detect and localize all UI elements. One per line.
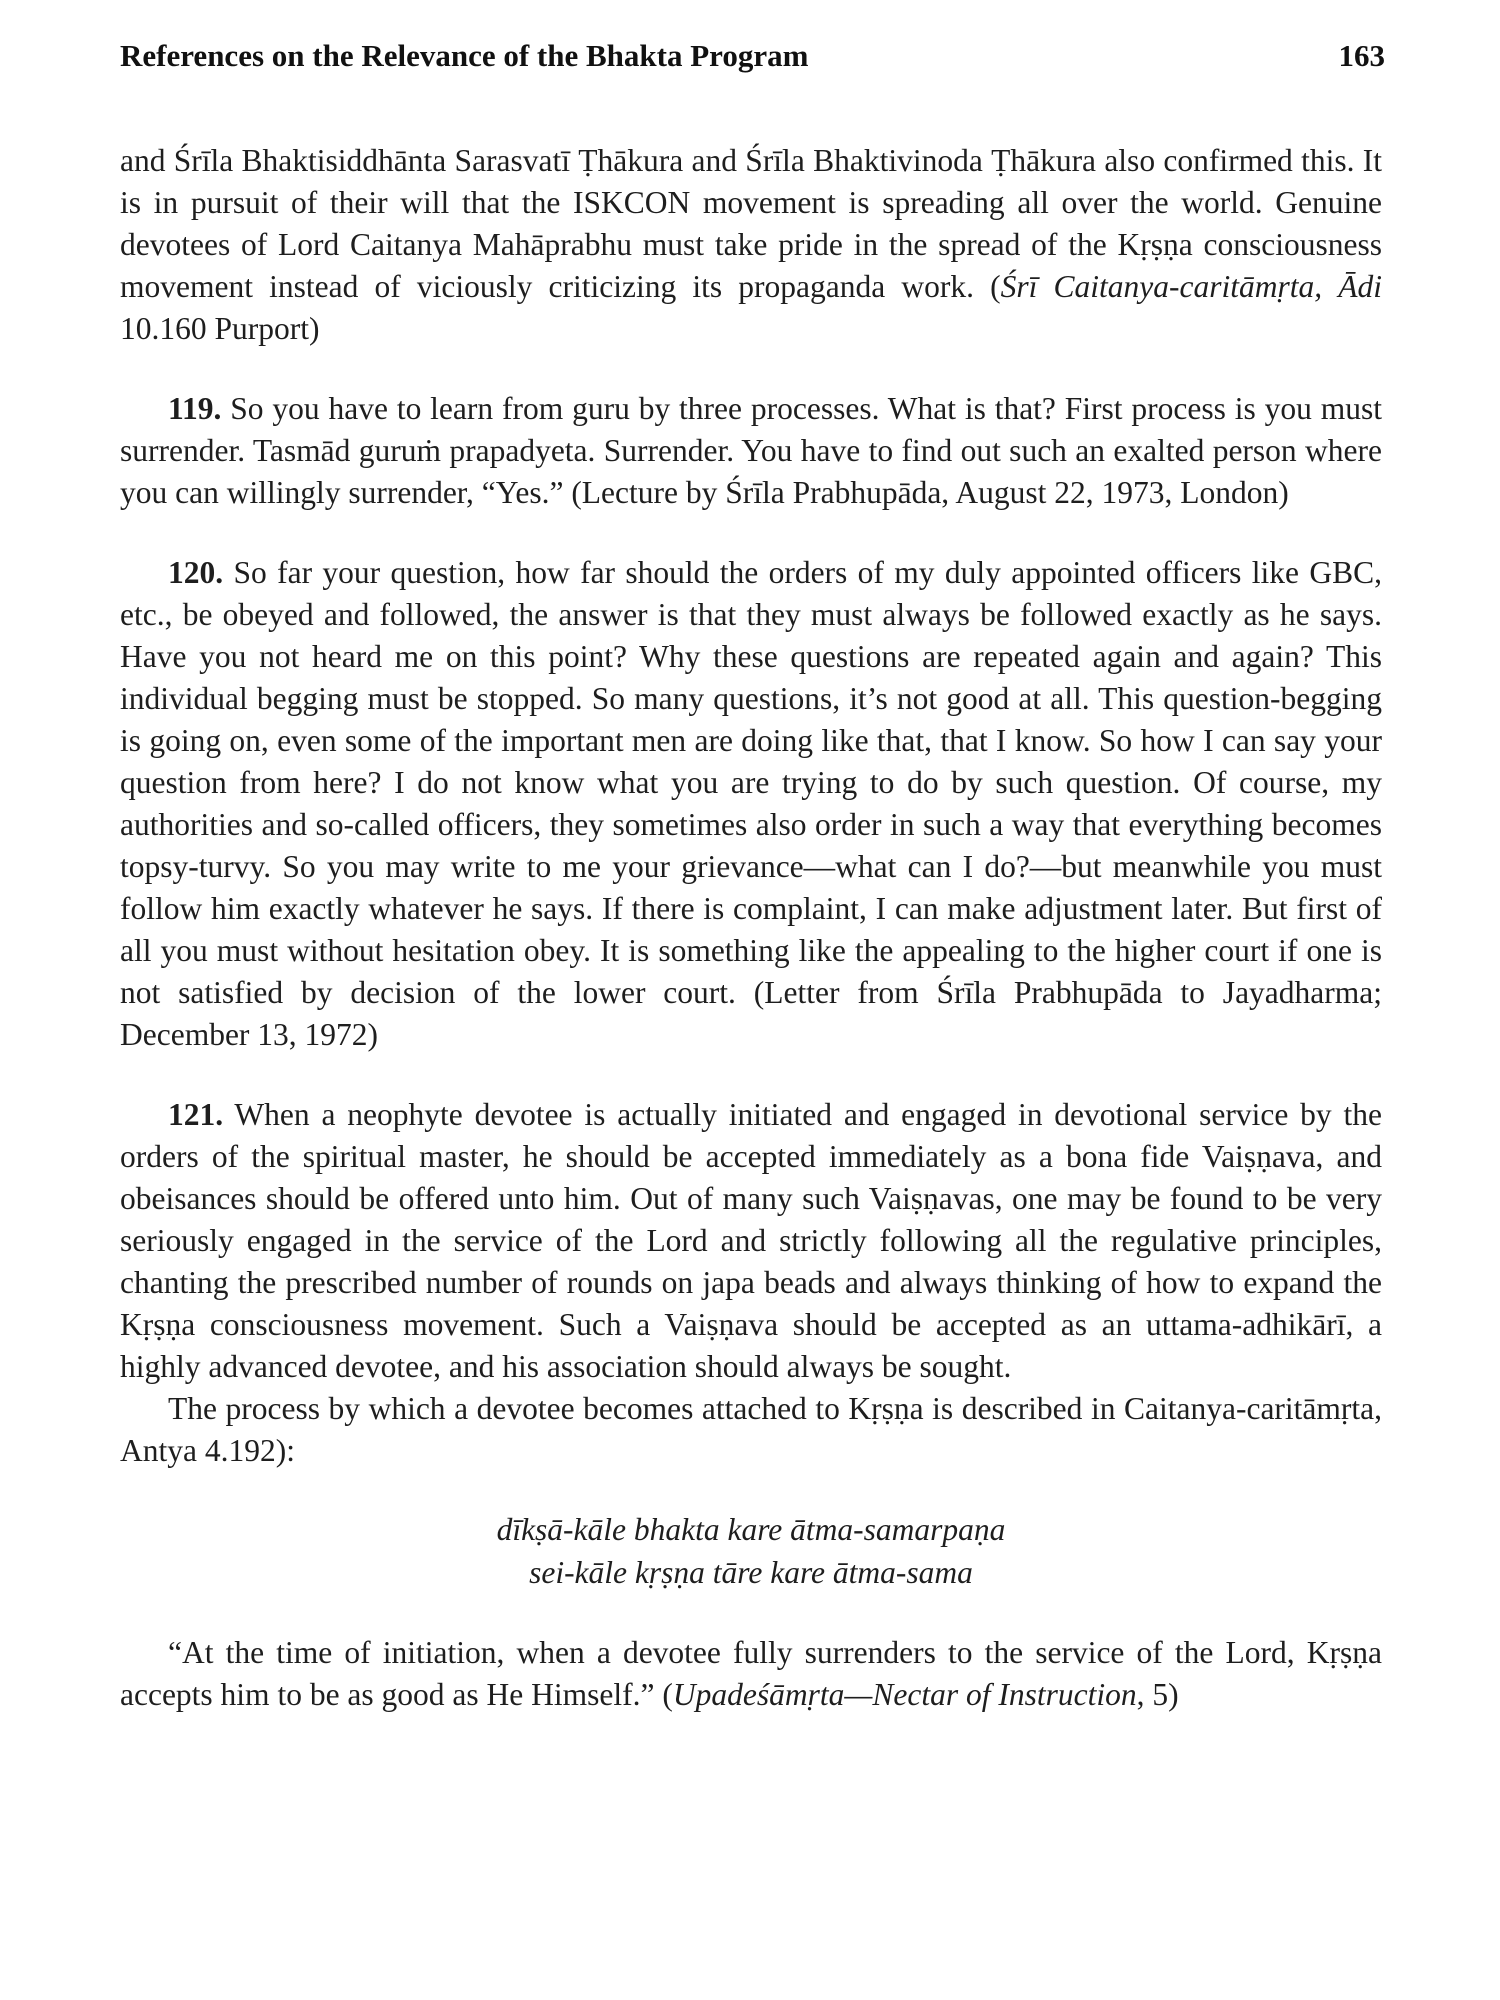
reference-number: 121. [168, 1097, 224, 1132]
citation-rest: 10.160 Purport) [120, 311, 320, 346]
citation-rest: , 5) [1136, 1677, 1179, 1712]
citation-italic: Śrī Caitanya-caritāmṛta, Ādi [1000, 269, 1382, 304]
paragraph-process [120, 1388, 1382, 1472]
sanskrit-verse [120, 1508, 1382, 1594]
paragraph-text: “At the time of initiation, when a devotee fully surrenders to the service of the Lord, Kṛṣṇa accepts him to be as good as He Himself.” ( [120, 1635, 1382, 1712]
paragraph-text: The process by which a devotee becomes attached to Kṛṣṇa is described in Caitanya-caritāmṛta, Antya 4.192): [120, 1391, 1382, 1468]
paragraph-text: and Śrīla Bhaktisiddhānta Sarasvatī Ṭhākura and Śrīla Bhaktivinoda Ṭhākura also confirmed this. It is in pursuit of their will that the ISKCON movement is spreading all over the world. Genuine devotees of Lord Caitanya Mahāprabhu must take pride in the spread of the Kṛṣṇa consciousness movement instead of viciously criticizing its propaganda work. ( [120, 143, 1382, 304]
paragraph-translation [120, 1632, 1382, 1716]
reference-number: 120. [168, 555, 224, 590]
paragraph-continuation [120, 140, 1382, 350]
paragraph-text: So you have to learn from guru by three processes. What is that? First process is you must surrender. Tasmād guruṁ prapadyeta. Surrender. You have to find out such an exalted person where you can willingly surrender, “Yes.” (Lecture by Śrīla Prabhupāda, August 22, 1973, London) [120, 391, 1382, 510]
paragraph-119 [120, 388, 1382, 514]
verse-line-1: dīkṣā-kāle bhakta kare ātma-samarpaṇa [496, 1512, 1006, 1547]
running-head [120, 38, 1385, 78]
chapter-title: References on the Relevance of the Bhakta Program [120, 38, 809, 73]
verse-line-2: sei-kāle kṛṣṇa tāre kare ātma-sama [529, 1555, 973, 1590]
paragraph-120 [120, 552, 1382, 1056]
page-number: 163 [1338, 38, 1385, 73]
paragraph-text: When a neophyte devotee is actually initiated and engaged in devotional service by the orders of the spiritual master, he should be accepted immediately as a bona fide Vaiṣṇava, and obeisances should be offered unto him. Out of many such Vaiṣṇavas, one may be found to be very seriously engaged in the service of the Lord and strictly following all the regulative principles, chanting the prescribed number of rounds on japa beads and always thinking of how to expand the Kṛṣṇa consciousness movement. Such a Vaiṣṇava should be accepted as an uttama-adhikārī, a highly advanced devotee, and his association should always be sought. [120, 1097, 1382, 1384]
paragraph-text: So far your question, how far should the orders of my duly appointed officers like GBC, etc., be obeyed and followed, the answer is that they must always be followed exactly as he says. Have you not heard me on this point? Why these questions are repeated again and again? This individual begging must be stopped. So many questions, it’s not good at all. This question-begging is going on, even some of the important men are doing like that, that I know. So how I can say your question from here? I do not know what you are trying to do by such question. Of course, my authorities and so-called officers, they sometimes also order in such a way that everything becomes topsy-turvy. So you may write to me your grievance—what can I do?—but meanwhile you must follow him exactly whatever he says. If there is complaint, I can make adjustment later. But first of all you must without hesitation obey. It is something like the appealing to the higher court if one is not satisfied by decision of the lower court. (Letter from Śrīla Prabhupāda to Jayadharma; December 13, 1972) [120, 555, 1382, 1052]
paragraph-121 [120, 1094, 1382, 1388]
reference-number: 119. [168, 391, 222, 426]
citation-italic: Upadeśāmṛta—Nectar of Instruction [672, 1677, 1137, 1712]
body-text [120, 140, 1382, 1716]
